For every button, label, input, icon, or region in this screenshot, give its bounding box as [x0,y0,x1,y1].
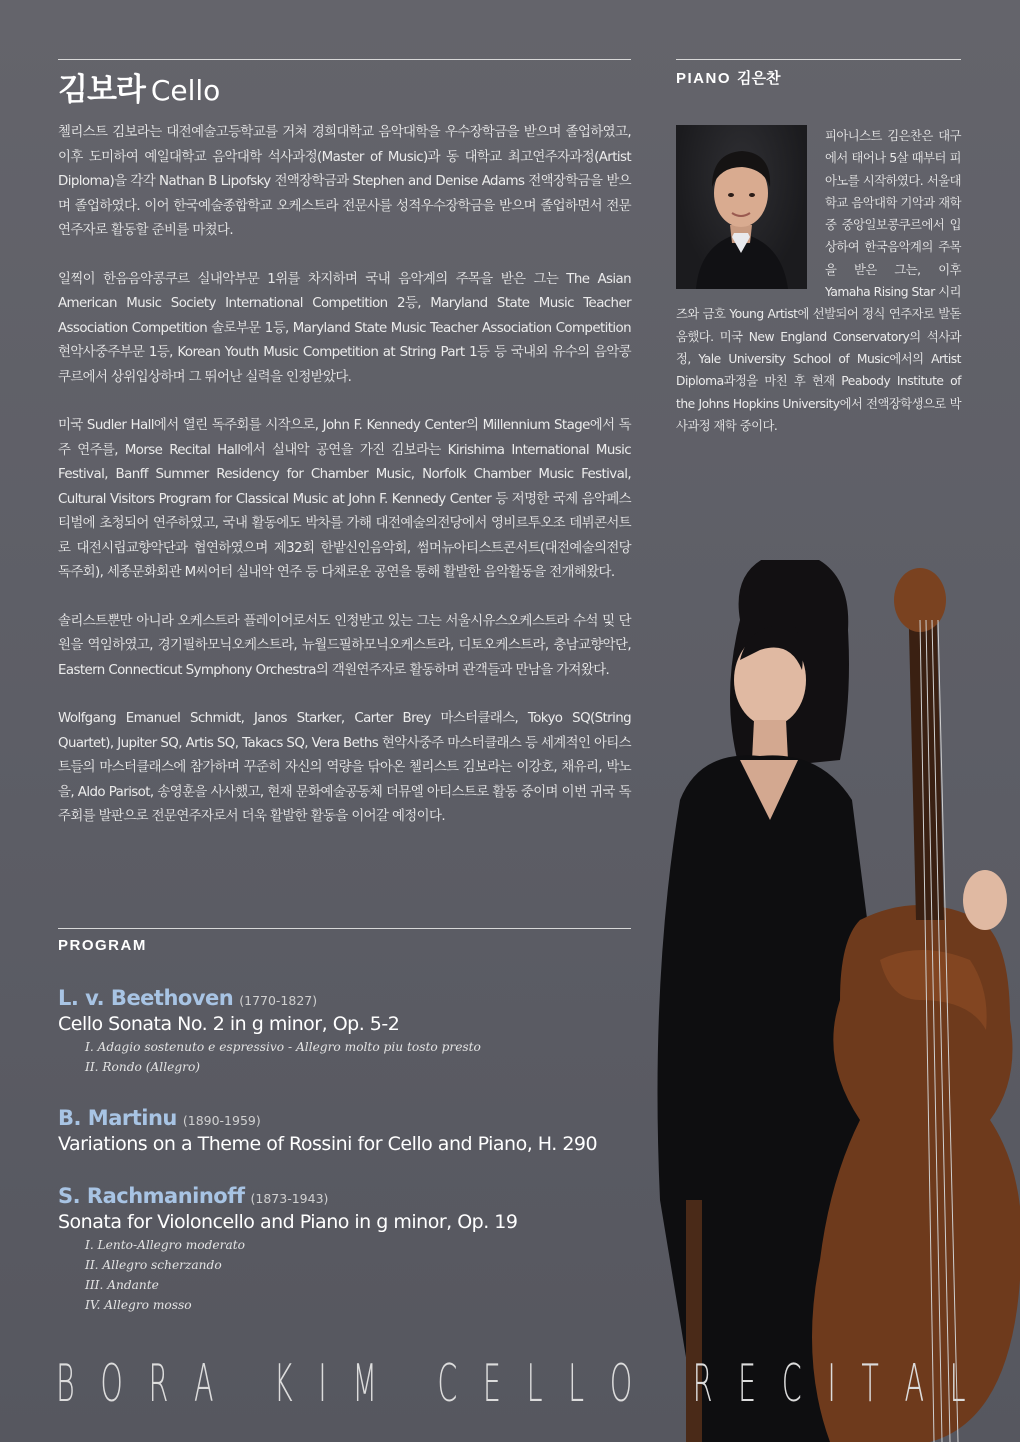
program-rule [58,928,631,929]
movement-item: III. Andante [85,1278,159,1292]
work-title: Cello Sonata No. 2 in g minor, Op. 5-2 [58,1013,400,1035]
recital-title-letter: C [781,1354,802,1414]
movement-item: I. Lento-Allegro moderato [85,1238,245,1252]
composer-years: (1890-1959) [182,1113,261,1128]
program-piece [58,1106,597,1155]
recital-title-letter: M [352,1354,377,1414]
movement-item: IV. Allegro mosso [85,1298,192,1312]
recital-title-letter: E [482,1354,501,1414]
work-title: Variations on a Theme of Rossini for Cello and Piano, H. 290 [58,1133,598,1155]
cellist-photo [590,560,1020,1442]
recital-title-letter: O [609,1354,633,1414]
recital-title-letter: E [738,1354,757,1414]
recital-title [56,1354,966,1414]
composer-name: L. v. Beethoven [58,986,234,1010]
pianist-portrait-illustration [676,125,807,289]
recital-title-letter [403,1354,412,1414]
recital-title-letter: O [100,1354,123,1414]
recital-title-letter: K [273,1354,293,1414]
top-rule-right [676,59,961,60]
recital-title-letter [239,1354,248,1414]
program-piece [58,986,481,1077]
recital-title-letter: B [56,1354,75,1414]
recital-title-letter: L [949,1354,966,1414]
movement-item: II. Allegro scherzando [85,1258,222,1272]
performer-instrument: Cello [150,74,221,107]
top-rule-left [58,59,631,60]
movement-item: II. Rondo (Allegro) [85,1060,201,1074]
bio-paragraph: 미국 Sudler Hall에서 열린 독주회를 시작으로, John F. Kennedy Center의 Millennium Stage에서 독주 연주를, Morse Recital Hall에서 실내악 공연을 가진 김보라는 Kirishima International Music Festival, Banff Summer Residency for Chamber Music, Norfolk Chamber Music Festival, Cultural Visitors Program for Classical Music at John F. Kennedy Center 등 저명한 국제 음악페스티벌에 초청되어 연주하였고, 국내 활동에도 박차를 가해 대전예술의전당에서 영비르투오조 데뷔콘서트로 대전시립교향악단과 협연하였으며 제32회 한밭신인음악회, 썸머뉴아티스트콘서트(대전예술의전당 독주회), 세종문화회관 M씨어터 실내악 연주 등 다채로운 공연을 통해 활발한 음악활동을 전개해왔다. [58,418,631,580]
movement-item: I. Adagio sostenuto e espressivo - Allegro molto piu tosto presto [85,1040,481,1054]
performer-title [58,64,220,109]
bio-paragraph: 솔리스트뿐만 아니라 오케스트라 플레이어로서도 인정받고 있는 그는 서울시유스오케스트라 수석 및 단원을 역임하였고, 경기필하모닉오케스트라, 뉴월드필하모닉오케스트라, 디토오케스트라, 충남교향악단, Eastern Connecticut Symphony Orchestra의 객원연주자로 활동하며 관객들과 만남을 가져왔다. [58,613,631,678]
recital-title-letter: C [437,1354,458,1414]
recital-title-letter: I [318,1354,327,1414]
program-heading: PROGRAM [58,937,147,954]
composer-years: (1770-1827) [239,993,318,1008]
bio-paragraph: 첼리스트 김보라는 대전예술고등학교를 거쳐 경희대학교 음악대학을 우수장학금을 받으며 졸업하였고, 이후 도미하여 예일대학교 음악대학 석사과정(Master of Music)과 동 대학교 최고연주자과정(Artist Diploma)을 각각 Nathan B Lipofsky 전액장학금과 Stephen and Denise Adams 전액장학금을 받으며 졸업하였다. 이어 한국예술종합학교 오케스트라 전문사를 성적우수장학금을 받으며 졸업하면서 전문연주자로 활동할 준비를 마쳤다. [58,125,631,238]
recital-title-letter: A [904,1354,925,1414]
recital-title-letter: R [692,1354,713,1414]
pianist-name: 김은찬 [737,69,781,87]
recital-title-letter: A [193,1354,214,1414]
composer-name: B. Martinu [58,1106,177,1130]
performer-name: 김보라 [58,72,145,108]
composer-years: (1873-1943) [250,1191,329,1206]
recital-title-letter: R [148,1354,169,1414]
pianist-photo [676,125,807,289]
work-title: Sonata for Violoncello and Piano in g minor, Op. 19 [58,1211,518,1233]
pianist-role: PIANO [676,70,732,87]
pianist-heading [676,67,781,88]
recital-title-letter: T [861,1354,879,1414]
movement-list [85,1037,481,1077]
program-piece [58,1184,517,1315]
recital-title-letter: L [568,1354,585,1414]
movement-list [85,1235,517,1315]
bio-paragraph: 일찍이 한음음악콩쿠르 실내악부문 1위를 차지하며 국내 음악계의 주목을 받은 그는 The Asian American Music Society International Competition 2등, Maryland State Music Teacher Association Competition 솔로부문 1등, Maryland State Music Teacher Association Competition 현악사중주부문 1등, Korean Youth Music Competition at String Part 1등 등 국내외 유수의 음악콩쿠르에서 상위입상하며 그 뛰어난 실력을 인정받았다. [58,271,631,385]
recital-title-letter [658,1354,667,1414]
pianist-section [676,125,961,437]
recital-title-letter: L [526,1354,543,1414]
pianist-bio: 피아니스트 김은찬은 대구에서 태어나 5살 때부터 피아노를 시작하였다. 서울대학교 음악대학 기악과 재학 중 중앙일보콩쿠르에서 입상하여 한국음악계의 주목을 받은 그는, 이후 Yamaha Rising Star 시리즈와 금호 Young Artist에 선발되어 정식 연주자로 발돋움했다. 미국 New England Conservatory의 석사과정, Yale University School of Music에서의 Artist Diploma과정을 마친 후 현재 Peabody Institute of the Johns Hopkins University에서 전액장학생으로 박사과정 재학 중이다. [676,129,961,433]
recital-title-letter: I [827,1354,836,1414]
bio-paragraph: Wolfgang Emanuel Schmidt, Janos Starker, Carter Brey 마스터클래스, Tokyo SQ(String Quartet), Jupiter SQ, Artis SQ, Takacs SQ, Vera Beths 현악사중주 마스터클래스 등 세계적인 아티스트들의 마스터클래스에 참가하며 꾸준히 자신의 역량을 닦아온 첼리스트 김보라는 이강호, 채유리, 박노을, Aldo Parisot, 송영훈을 사사했고, 현재 문화예술공동체 더뮤엘 아티스트로 활동 중이며 이번 귀국 독주회를 발판으로 전문연주자로서 더욱 활발한 활동을 이어갈 예정이다. [58,711,631,824]
composer-name: S. Rachmaninoff [58,1184,245,1208]
performer-bio [58,121,631,854]
